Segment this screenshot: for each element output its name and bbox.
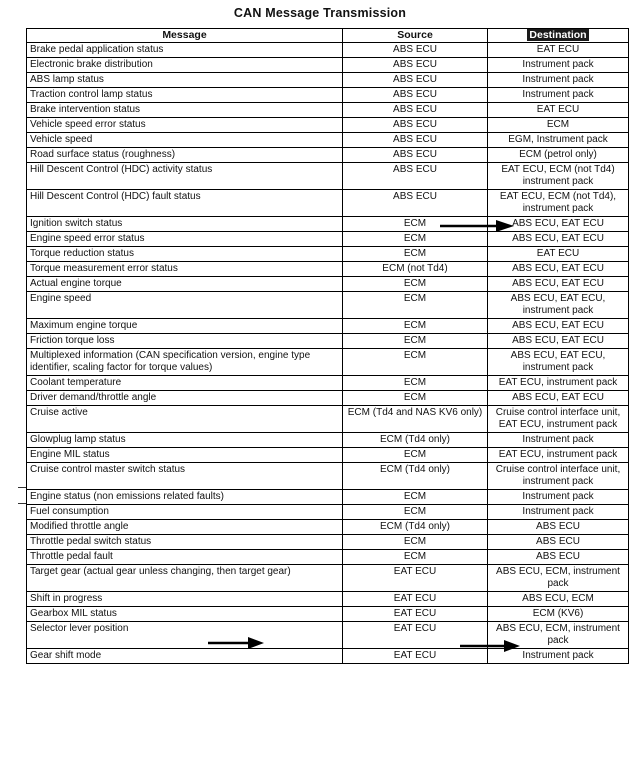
source-cell: ECM — [343, 247, 488, 262]
destination-cell: ABS ECU, EAT ECU, instrument pack — [488, 349, 629, 376]
source-cell: EAT ECU — [343, 649, 488, 664]
column-header-destination — [488, 29, 629, 43]
table-row — [27, 319, 629, 334]
table-row — [27, 190, 629, 217]
source-cell: ABS ECU — [343, 88, 488, 103]
message-cell: Coolant temperature — [27, 376, 343, 391]
message-cell: Torque measurement error status — [27, 262, 343, 277]
column-header-source: Source — [343, 29, 488, 43]
message-cell: Vehicle speed error status — [27, 118, 343, 133]
message-cell: Throttle pedal fault — [27, 550, 343, 565]
message-cell: Hill Descent Control (HDC) activity status — [27, 163, 343, 190]
margin-tick-mark — [18, 503, 26, 504]
table-row — [27, 133, 629, 148]
source-cell: ECM — [343, 334, 488, 349]
destination-cell: ABS ECU, EAT ECU, instrument pack — [488, 292, 629, 319]
message-cell: Gear shift mode — [27, 649, 343, 664]
annotation-arrow-throttle-right — [460, 640, 520, 652]
table-row — [27, 88, 629, 103]
message-cell: Driver demand/throttle angle — [27, 391, 343, 406]
margin-tick-mark — [18, 487, 26, 488]
table-row — [27, 535, 629, 550]
table-row — [27, 565, 629, 592]
destination-cell: EGM, Instrument pack — [488, 133, 629, 148]
source-cell: EAT ECU — [343, 622, 488, 649]
message-cell: Gearbox MIL status — [27, 607, 343, 622]
message-cell: Hill Descent Control (HDC) fault status — [27, 190, 343, 217]
table-row — [27, 550, 629, 565]
destination-cell: ABS ECU, EAT ECU — [488, 217, 629, 232]
table-row — [27, 103, 629, 118]
destination-cell: EAT ECU — [488, 103, 629, 118]
message-cell: Brake pedal application status — [27, 43, 343, 58]
source-cell: ECM — [343, 292, 488, 319]
source-cell: ECM — [343, 535, 488, 550]
destination-cell: ABS ECU, ECM — [488, 592, 629, 607]
destination-cell: Instrument pack — [488, 505, 629, 520]
message-cell: Selector lever position — [27, 622, 343, 649]
source-cell: ECM — [343, 391, 488, 406]
message-cell: Engine MIL status — [27, 448, 343, 463]
destination-cell: ABS ECU, ECM, instrument pack — [488, 622, 629, 649]
message-cell: Maximum engine torque — [27, 319, 343, 334]
table-row — [27, 376, 629, 391]
destination-cell: ABS ECU, EAT ECU — [488, 319, 629, 334]
message-cell: Vehicle speed — [27, 133, 343, 148]
source-cell: EAT ECU — [343, 592, 488, 607]
destination-cell: ABS ECU — [488, 535, 629, 550]
table-row — [27, 262, 629, 277]
destination-cell: Instrument pack — [488, 88, 629, 103]
table-row — [27, 490, 629, 505]
source-cell: ABS ECU — [343, 73, 488, 88]
source-cell: ABS ECU — [343, 43, 488, 58]
annotation-arrow-hdc — [440, 220, 514, 232]
destination-cell: ABS ECU, EAT ECU — [488, 391, 629, 406]
destination-cell: ECM — [488, 118, 629, 133]
message-cell: Torque reduction status — [27, 247, 343, 262]
table-row — [27, 73, 629, 88]
table-header-row — [27, 29, 629, 43]
destination-cell: ABS ECU, EAT ECU — [488, 334, 629, 349]
source-cell: ECM — [343, 550, 488, 565]
destination-cell: EAT ECU — [488, 43, 629, 58]
message-cell: Fuel consumption — [27, 505, 343, 520]
message-cell: Glowplug lamp status — [27, 433, 343, 448]
destination-cell: ABS ECU, EAT ECU — [488, 262, 629, 277]
destination-cell: ABS ECU, EAT ECU — [488, 277, 629, 292]
destination-cell: EAT ECU, instrument pack — [488, 376, 629, 391]
destination-cell: EAT ECU, instrument pack — [488, 448, 629, 463]
table-row — [27, 334, 629, 349]
page-title: CAN Message Transmission — [233, 6, 407, 20]
source-cell: EAT ECU — [343, 565, 488, 592]
message-cell: Electronic brake distribution — [27, 58, 343, 73]
destination-cell: EAT ECU, ECM (not Td4), instrument pack — [488, 190, 629, 217]
message-cell: ABS lamp status — [27, 73, 343, 88]
destination-cell: ABS ECU, EAT ECU — [488, 232, 629, 247]
source-cell: ECM — [343, 505, 488, 520]
destination-cell: Cruise control interface unit, instrument pack — [488, 463, 629, 490]
source-cell: ABS ECU — [343, 133, 488, 148]
table-row — [27, 118, 629, 133]
source-cell: ABS ECU — [343, 190, 488, 217]
source-cell: ECM — [343, 448, 488, 463]
source-cell: ECM (Td4 only) — [343, 463, 488, 490]
message-cell: Throttle pedal switch status — [27, 535, 343, 550]
table-row — [27, 622, 629, 649]
table-row — [27, 277, 629, 292]
destination-cell: ABS ECU, ECM, instrument pack — [488, 565, 629, 592]
message-cell: Modified throttle angle — [27, 520, 343, 535]
table-row — [27, 463, 629, 490]
destination-cell: ECM (KV6) — [488, 607, 629, 622]
message-cell: Engine status (non emissions related faults) — [27, 490, 343, 505]
table-row — [27, 43, 629, 58]
message-cell: Road surface status (roughness) — [27, 148, 343, 163]
table-row — [27, 292, 629, 319]
destination-cell: EAT ECU, ECM (not Td4) instrument pack — [488, 163, 629, 190]
message-cell: Engine speed error status — [27, 232, 343, 247]
destination-cell: ECM (petrol only) — [488, 148, 629, 163]
source-cell: ECM — [343, 349, 488, 376]
message-cell: Traction control lamp status — [27, 88, 343, 103]
table-row — [27, 349, 629, 376]
source-cell: ECM (Td4 and NAS KV6 only) — [343, 406, 488, 433]
table-row — [27, 607, 629, 622]
message-cell: Multiplexed information (CAN specification version, engine type identifier, scaling factor for torque values) — [27, 349, 343, 376]
table-row — [27, 448, 629, 463]
table-row — [27, 58, 629, 73]
message-cell: Shift in progress — [27, 592, 343, 607]
source-cell: ECM (Td4 only) — [343, 433, 488, 448]
source-cell: ABS ECU — [343, 148, 488, 163]
destination-cell: ABS ECU — [488, 550, 629, 565]
source-cell: ABS ECU — [343, 118, 488, 133]
message-cell: Cruise active — [27, 406, 343, 433]
source-cell: ECM (Td4 only) — [343, 520, 488, 535]
table-row — [27, 592, 629, 607]
table-row — [27, 649, 629, 664]
source-cell: ECM — [343, 490, 488, 505]
source-cell: ABS ECU — [343, 103, 488, 118]
source-cell: ECM (not Td4) — [343, 262, 488, 277]
destination-cell: Instrument pack — [488, 490, 629, 505]
destination-cell: ABS ECU — [488, 520, 629, 535]
source-cell: ECM — [343, 217, 488, 232]
source-cell: ABS ECU — [343, 163, 488, 190]
can-message-table — [26, 28, 629, 664]
table-row — [27, 148, 629, 163]
destination-cell: Instrument pack — [488, 73, 629, 88]
message-cell: Engine speed — [27, 292, 343, 319]
table-row — [27, 391, 629, 406]
destination-cell: Instrument pack — [488, 649, 629, 664]
column-header-message: Message — [27, 29, 343, 43]
table-row — [27, 505, 629, 520]
message-cell: Cruise control master switch status — [27, 463, 343, 490]
source-cell: ECM — [343, 319, 488, 334]
source-cell: ECM — [343, 277, 488, 292]
table-row — [27, 232, 629, 247]
table-row — [27, 217, 629, 232]
table-row — [27, 163, 629, 190]
source-cell: ECM — [343, 376, 488, 391]
destination-cell: EAT ECU — [488, 247, 629, 262]
table-row — [27, 520, 629, 535]
message-cell: Brake intervention status — [27, 103, 343, 118]
message-cell: Target gear (actual gear unless changing, then target gear) — [27, 565, 343, 592]
table-row — [27, 406, 629, 433]
message-cell: Friction torque loss — [27, 334, 343, 349]
source-cell: EAT ECU — [343, 607, 488, 622]
source-cell: ABS ECU — [343, 58, 488, 73]
table-row — [27, 247, 629, 262]
annotation-arrow-throttle-left — [208, 637, 264, 649]
table-row — [27, 433, 629, 448]
source-cell: ECM — [343, 232, 488, 247]
destination-cell: Cruise control interface unit, EAT ECU, instrument pack — [488, 406, 629, 433]
message-cell: Ignition switch status — [27, 217, 343, 232]
message-cell: Actual engine torque — [27, 277, 343, 292]
destination-cell: Instrument pack — [488, 58, 629, 73]
destination-cell: Instrument pack — [488, 433, 629, 448]
destination-highlight: Destination — [529, 29, 587, 41]
